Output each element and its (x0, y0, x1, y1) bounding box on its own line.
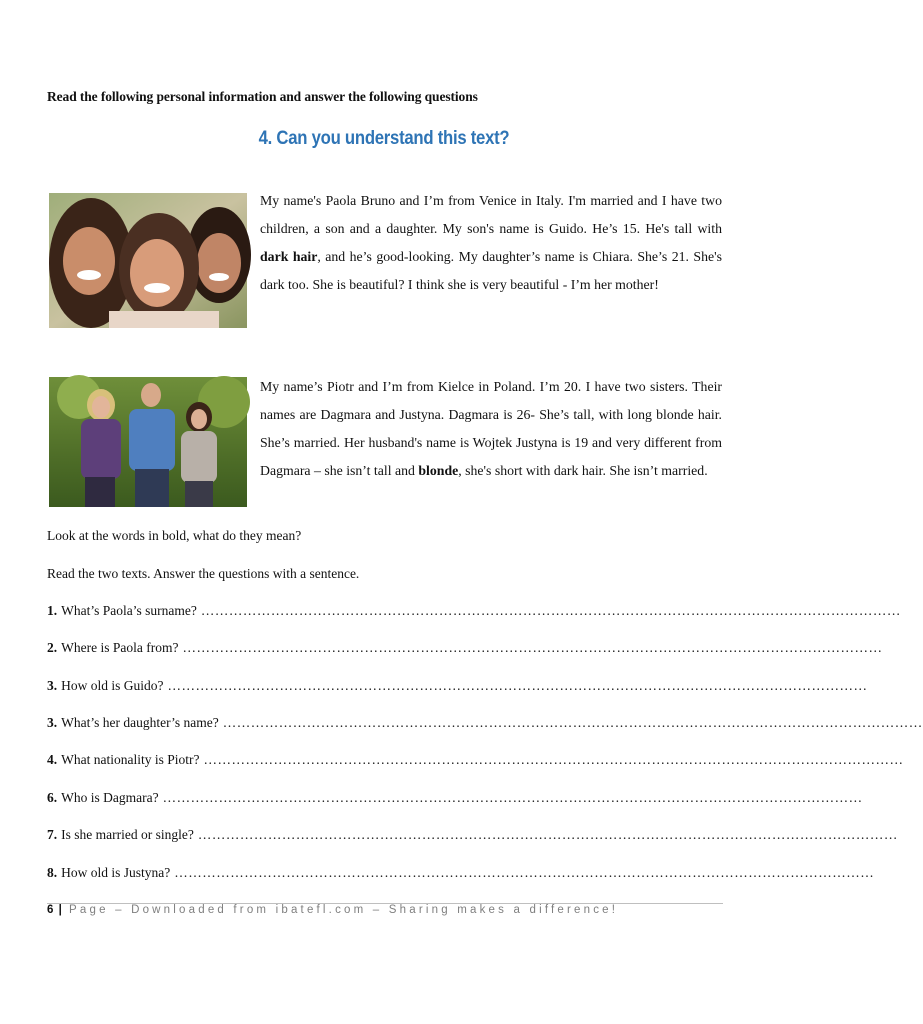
paragraph-paola (260, 187, 722, 299)
question-number: 6. (47, 790, 58, 805)
answer-line: …………………………………………………………………………………………………………………………………… (167, 678, 868, 693)
paragraph-piotr (260, 373, 722, 485)
question-number: 2. (47, 640, 58, 655)
question-item (47, 603, 901, 619)
family-photo-piotr (49, 377, 247, 507)
answer-instructions: Read the two texts. Answer the questions with a sentence. (47, 566, 360, 581)
page-number: 6 (47, 904, 54, 916)
question-item (47, 678, 868, 694)
question-number: 8. (47, 865, 58, 880)
question-number: 4. (47, 752, 58, 767)
bold-word-blonde: blonde (418, 463, 459, 478)
question-item (47, 715, 923, 731)
question-text: Who is Dagmara? (61, 790, 159, 805)
question-item (47, 790, 863, 806)
question-text: What’s her daughter’s name? (61, 715, 219, 730)
bold-words-prompt: Look at the words in bold, what do they mean? (47, 528, 302, 543)
page-footer (47, 903, 723, 916)
paragraph-piotr-text-2: , she's short with dark hair. She isn’t married. (458, 463, 708, 478)
answer-line: …………………………………………………………………………………………………………………………………… (197, 827, 898, 842)
question-item (47, 752, 904, 768)
question-text: What nationality is Piotr? (61, 752, 200, 767)
answer-line: …………………………………………………………………………………………………………………………………… (182, 640, 883, 655)
question-text: Is she married or single? (61, 827, 194, 842)
answer-line: …………………………………………………………………………………………………………………………………… (222, 715, 923, 730)
paragraph-paola-text-1: My name's Paola Bruno and I’m from Venice in Italy. I'm married and I have two children, a son and a daughter. My son's name is Guido. He’s 15. He's tall with (260, 193, 722, 236)
question-item (47, 827, 898, 843)
answer-line: …………………………………………………………………………………………………………………………………… (200, 603, 901, 618)
page-title: 4. Can you understand this text? (258, 128, 510, 149)
question-text: Where is Paola from? (61, 640, 179, 655)
bold-word-dark-hair: dark hair (260, 249, 318, 264)
question-text: What’s Paola’s surname? (61, 603, 197, 618)
question-item (47, 640, 883, 656)
question-number: 3. (47, 715, 58, 730)
paragraph-piotr-text-1: My name’s Piotr and I’m from Kielce in Poland. I’m 20. I have two sisters. Their names are Dagmara and Justyna. Dagmara is 26- She’s tall, with long blonde hair. She’s married. Her husband's name is Wojtek Justyna is 19 and very different from Dagmara – she isn’t tall and (260, 379, 722, 478)
family-photo-paola (49, 193, 247, 328)
question-text: How old is Justyna? (61, 865, 171, 880)
paragraph-paola-text-2: , and he’s good-looking. My daughter’s name is Chiara. She’s 21. She's dark too. She is beautiful? I think she is very beautiful - I’m her mother! (260, 249, 722, 292)
question-text: How old is Guido? (61, 678, 164, 693)
answer-line: …………………………………………………………………………………………………………………………………… (203, 752, 904, 767)
answer-line: …………………………………………………………………………………………………………………………………… (174, 865, 875, 880)
footer-separator: | (58, 904, 62, 916)
instruction-heading: Read the following personal information and answer the following questions (47, 89, 478, 104)
question-number: 7. (47, 827, 58, 842)
question-number: 1. (47, 603, 58, 618)
question-item (47, 865, 875, 881)
footer-text: Page – Downloaded from ibatefl.com – Sharing makes a difference! (69, 904, 619, 916)
question-number: 3. (47, 678, 58, 693)
answer-line: …………………………………………………………………………………………………………………………………… (162, 790, 863, 805)
